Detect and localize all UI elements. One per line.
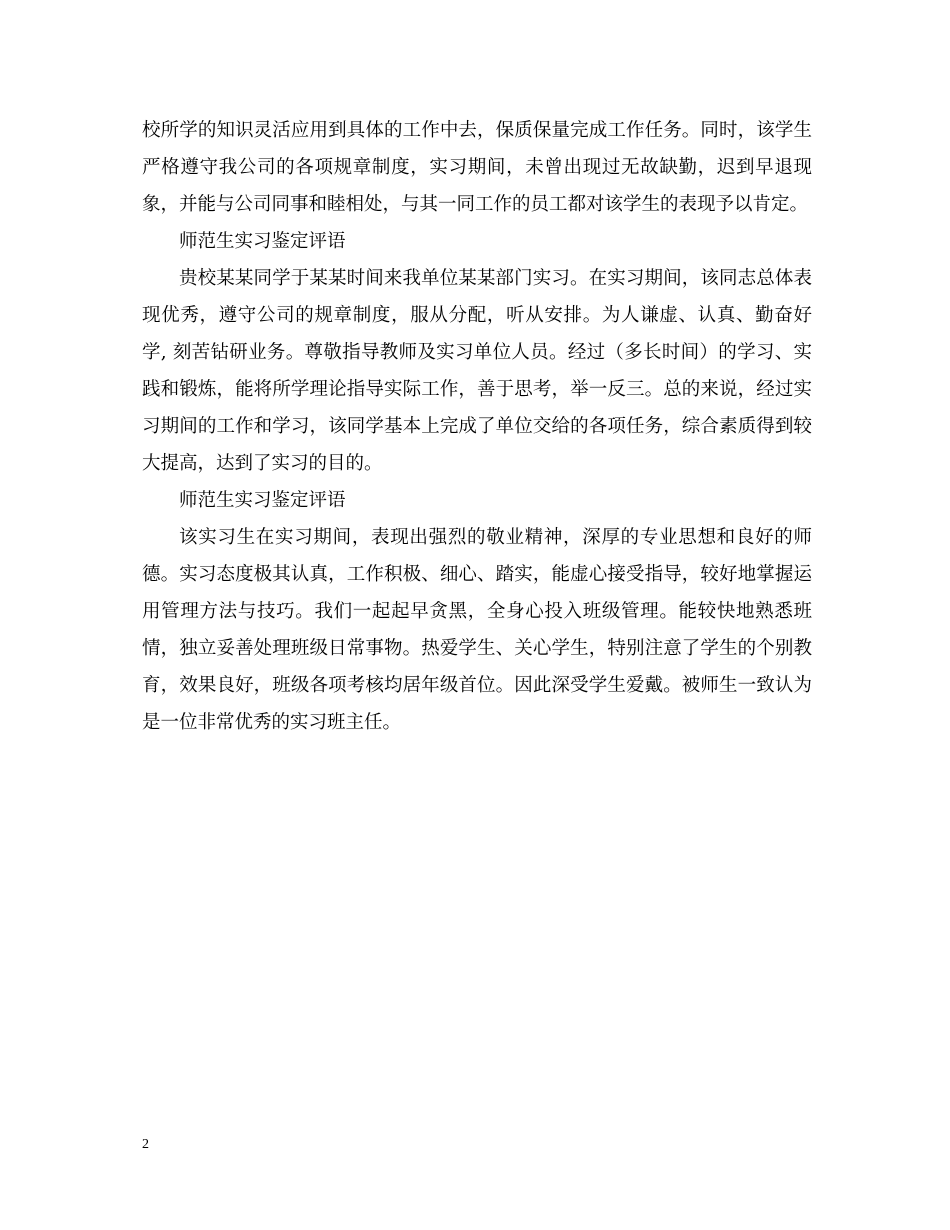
section-heading-1: 师范生实习鉴定评语 bbox=[179, 231, 346, 252]
section-heading-2: 师范生实习鉴定评语 bbox=[179, 490, 346, 511]
paragraph-evaluation-2: 该实习生在实习期间，表现出强烈的敬业精神，深厚的专业思想和良好的师德。实习态度极其认真，工作积极、细心、踏实，能虚心接受指导，较好地掌握运用管理方法与技巧。我们一起起早贪黑，全身心投入班级管理。能较快地熟悉班情，独立妥善处理班级日常事物。热爱学生、关心学生，特别注意了学生的个别教育，效果良好，班级各项考核均居年级首位。因此深受学生爱戴。被师生一致认为是一位非常优秀的实习班主任。 bbox=[142, 527, 812, 733]
paragraph-evaluation-1: 贵校某某同学于某某时间来我单位某某部门实习。在实习期间，该同志总体表现优秀，遵守公司的规章制度，服从分配，听从安排。为人谦虚、认真、勤奋好学, 刻苦钻研业务。尊敬指导教师及实习单位人员。经过（多长时间）的学习、实践和锻炼，能将所学理论指导实际工作，善于思考，举一反三。总的来说，经过实习期间的工作和学习，该同学基本上完成了单位交给的各项任务，综合素质得到较大提高，达到了实习的目的。 bbox=[142, 268, 812, 474]
document-body bbox=[142, 112, 812, 741]
page-number: 2 bbox=[142, 1137, 149, 1152]
paragraph-continuation: 校所学的知识灵活应用到具体的工作中去，保质保量完成工作任务。同时，该学生严格遵守我公司的各项规章制度，实习期间，未曾出现过无故缺勤，迟到早退现象，并能与公司同事和睦相处，与其一同工作的员工都对该学生的表现予以肯定。 bbox=[142, 120, 812, 215]
